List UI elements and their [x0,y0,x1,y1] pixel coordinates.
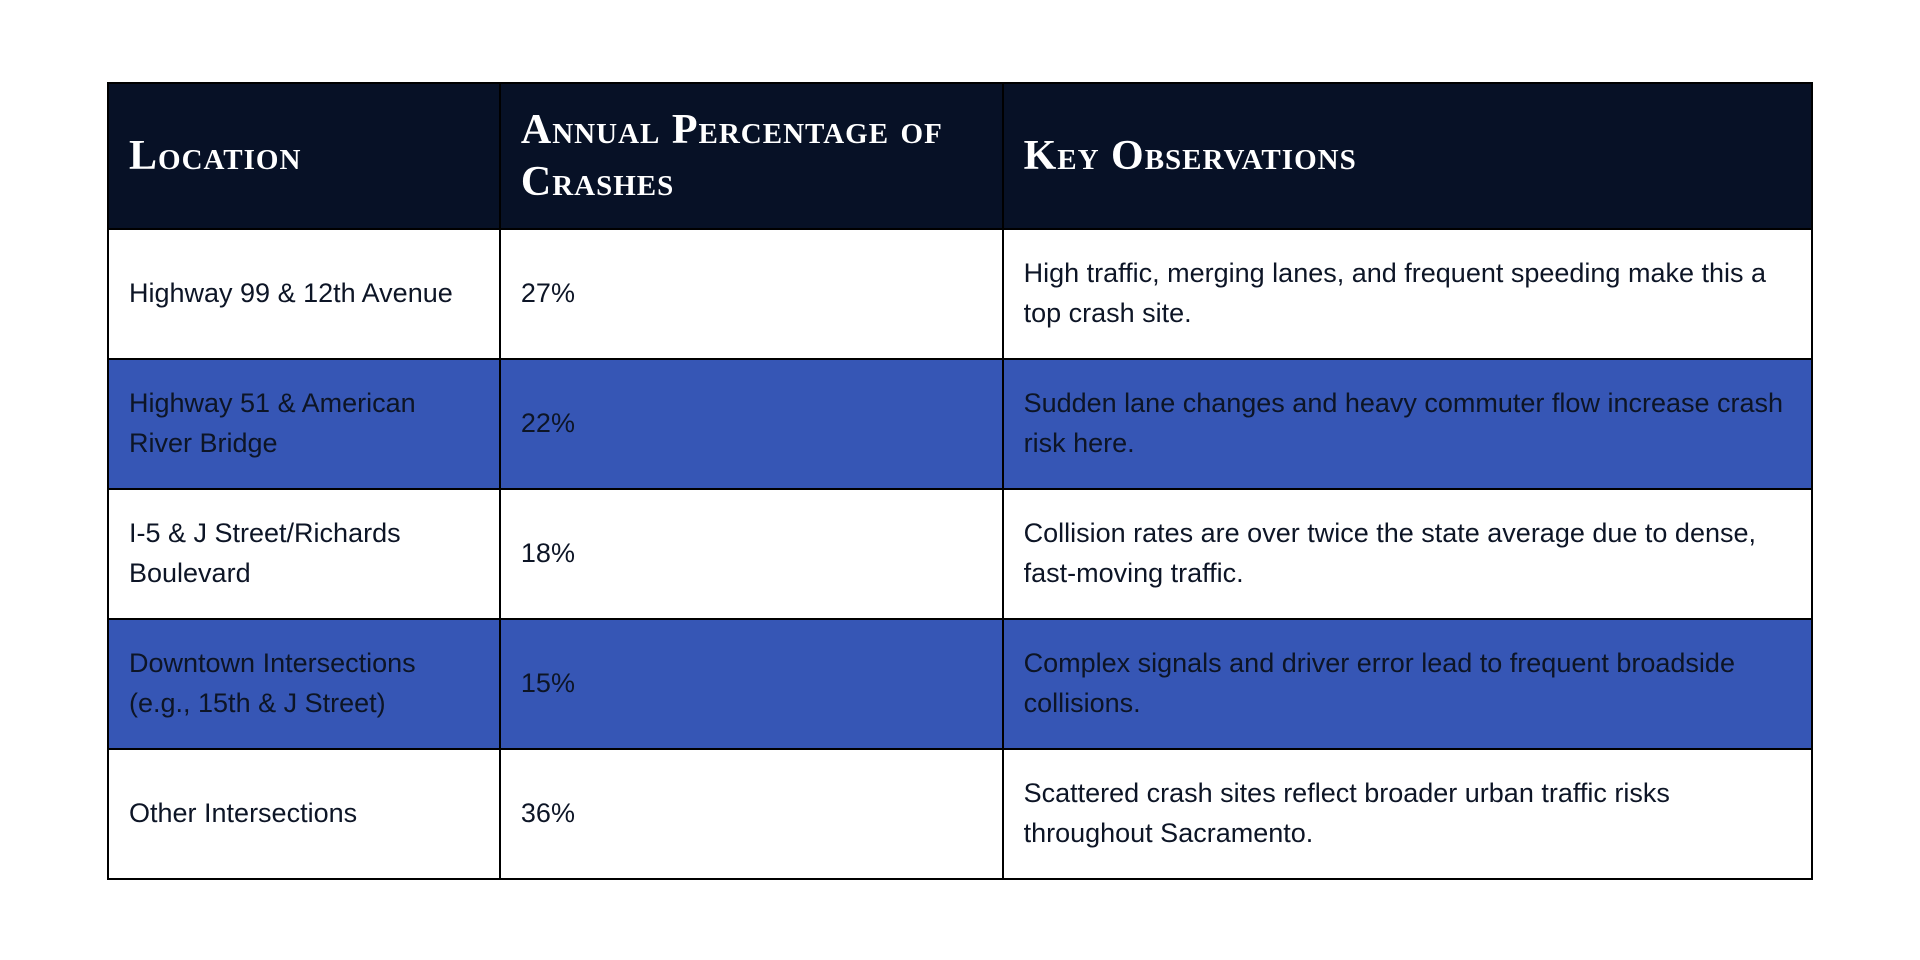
cell-location: Highway 51 & American River Bridge [108,359,500,489]
cell-observation: Scattered crash sites reflect broader urban traffic risks throughout Sacramento. [1003,749,1812,879]
crash-statistics-table [107,82,1813,880]
cell-location: Highway 99 & 12th Avenue [108,229,500,359]
table-row [108,229,1812,359]
header-row [108,83,1812,229]
cell-location: Other Intersections [108,749,500,879]
cell-observation: Complex signals and driver error lead to frequent broadside collisions. [1003,619,1812,749]
table-body [108,229,1812,879]
cell-percentage: 36% [500,749,1003,879]
cell-location: Downtown Intersections (e.g., 15th & J Street) [108,619,500,749]
table-row [108,489,1812,619]
cell-percentage: 27% [500,229,1003,359]
column-header-location: Location [108,83,500,229]
table-header [108,83,1812,229]
column-header-annual-percentage: Annual Percentage of Crashes [500,83,1003,229]
cell-observation: High traffic, merging lanes, and frequent speeding make this a top crash site. [1003,229,1812,359]
cell-percentage: 18% [500,489,1003,619]
table-row [108,359,1812,489]
column-header-key-observations: Key Observations [1003,83,1812,229]
cell-percentage: 15% [500,619,1003,749]
cell-location: I-5 & J Street/Richards Boulevard [108,489,500,619]
cell-observation: Sudden lane changes and heavy commuter flow increase crash risk here. [1003,359,1812,489]
table-row [108,619,1812,749]
cell-percentage: 22% [500,359,1003,489]
cell-observation: Collision rates are over twice the state average due to dense, fast-moving traffic. [1003,489,1812,619]
table-row [108,749,1812,879]
